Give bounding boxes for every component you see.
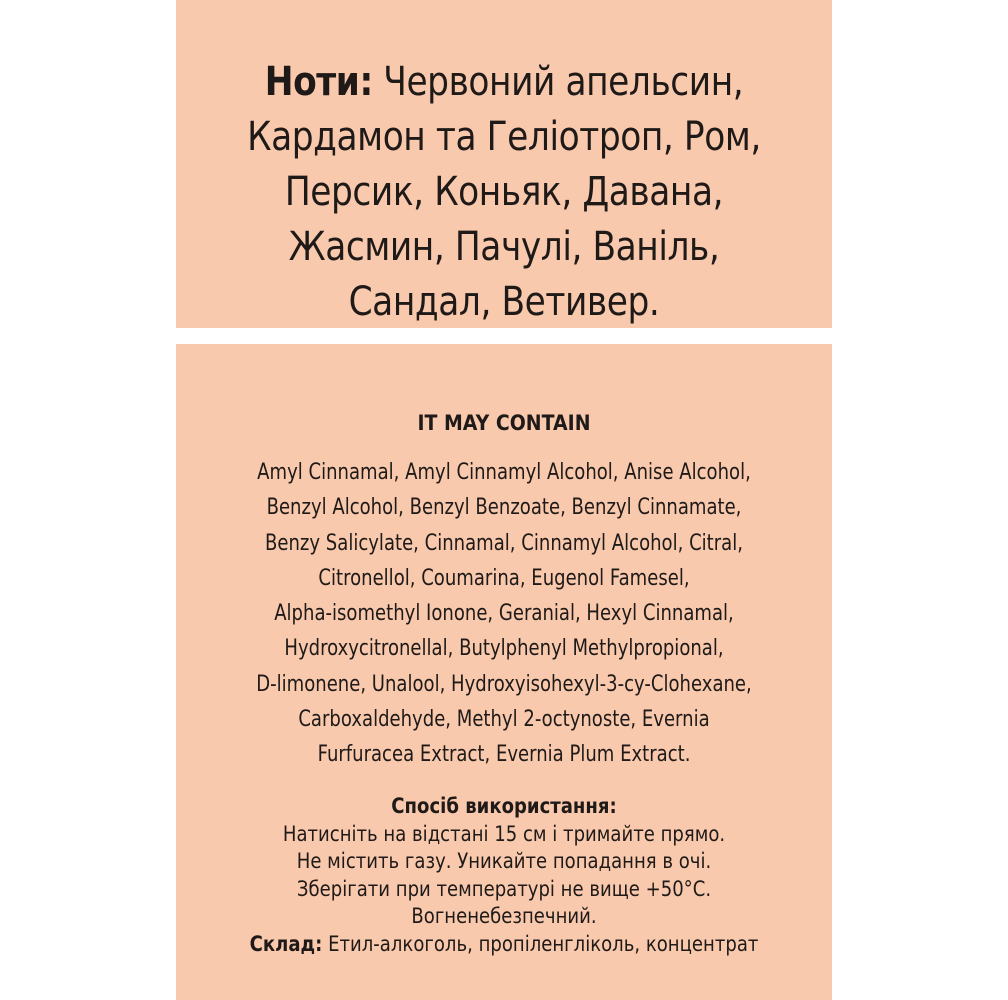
fragrance-notes: [222, 55, 786, 330]
allergen-line: Amyl Cinnamal, Amyl Cinnamyl Alcohol, Anise Alcohol,: [257, 460, 751, 485]
allergen-line: Carboxaldehyde, Methyl 2-octynoste, Evernia: [298, 707, 710, 733]
usage-instructions: [196, 793, 812, 959]
allergen-line: Benzy Salicylate, Cinnamal, Cinnamyl Alcohol, Citral,: [265, 530, 743, 556]
composition-text: Етил-алкоголь, пропіленгліколь, концентрат: [322, 931, 759, 956]
allergen-line: Furfuracea Extract, Evernia Plum Extract.: [317, 742, 691, 768]
may-contain-heading: IT MAY CONTAIN: [417, 411, 591, 435]
usage-line: Натисніть на відстані 15 см і тримайте прямо.: [282, 821, 726, 846]
notes-line-2: Кардамон та Геліотроп, Ром,: [247, 114, 761, 160]
usage-heading: Спосіб використання:: [391, 794, 617, 818]
allergen-line: Alpha-isomethyl Ionone, Geranial, Hexyl Cinnamal,: [274, 601, 734, 627]
allergen-line: D-limonene, Unalool, Hydroxyisohexyl-3-cy-Clohexane,: [256, 671, 752, 697]
notes-line-1: [222, 55, 786, 110]
usage-line: Вогненебезпечний.: [411, 904, 597, 929]
allergen-list: [219, 455, 790, 773]
allergen-line: Benzyl Alcohol, Benzyl Benzoate, Benzyl Cinnamate,: [266, 495, 742, 521]
notes-label: Ноти:: [264, 59, 373, 105]
composition-line: [196, 931, 812, 959]
ingredients-panel: [176, 344, 832, 1000]
notes-line-1-text: Червоний апельсин,: [372, 59, 744, 105]
usage-line: Не містить газу. Уникайте попадання в очі.: [296, 849, 712, 874]
notes-panel: [176, 0, 832, 328]
allergen-line: Hydroxycitronellal, Butylphenyl Methylpropional,: [284, 636, 724, 662]
notes-line-4: Жасмин, Пачулі, Ваніль,: [288, 224, 720, 270]
notes-line-3: Персик, Коньяк, Давана,: [284, 169, 724, 215]
notes-line-5: Сандал, Ветивер.: [348, 279, 660, 325]
composition-label: Склад:: [249, 931, 323, 956]
usage-line: Зберігати при температурі не вище +50°С.: [296, 876, 712, 901]
allergen-line: Citronellol, Coumarina, Eugenol Famesel,: [318, 565, 690, 591]
